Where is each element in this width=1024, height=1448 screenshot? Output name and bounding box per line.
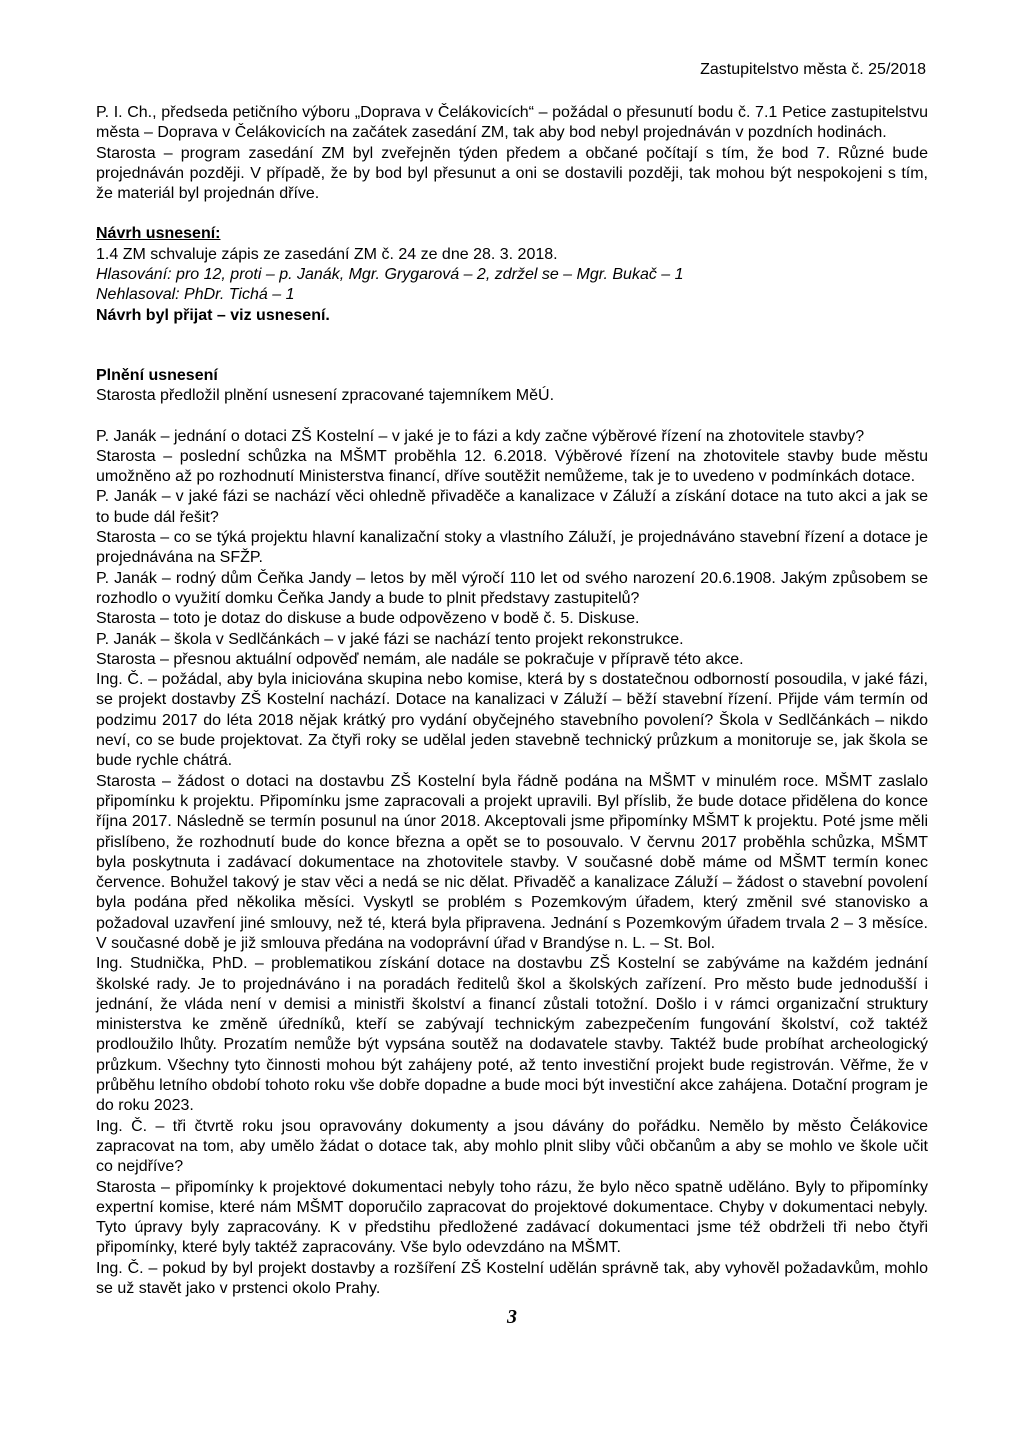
discussion-paragraph: Starosta – připomínky k projektové dokumentaci nebyly toho rázu, že bylo něco spatně uděláno. Byly to připomínky expertní komise, které nám MŠMT doporučilo zapracovat do projektové dokumentace. Chyby v dokumentaci nebyly. Tyto úpravy byly zapracovány. K v předstihu předložené zadávací dokumentaci jsme též obdrželi tři nebo čtyři připomínky, které byly taktéž zapracovány. Vše bylo odevzdáno na MŠMT. <box>96 1178 928 1257</box>
discussion-paragraph: Ing. Č. – pokud by byl projekt dostavby a rozšíření ZŠ Kostelní udělán správně tak, aby vyhověl požadavkům, mohlo se už stavět jako v prstenci okolo Prahy. <box>96 1259 928 1298</box>
page-header: Zastupitelstvo města č. 25/2018 <box>700 61 926 78</box>
discussion-paragraph: P. Janák – škola v Sedlčánkách – v jaké fázi se nachází tento projekt rekonstrukce. <box>96 630 684 648</box>
discussion-paragraph: P. Janák – jednání o dotaci ZŠ Kostelní – v jaké je to fázi a kdy začne výběrové řízení na zhotovitele stavby? <box>96 427 865 445</box>
resolution-heading: Návrh usnesení: <box>96 225 221 243</box>
vote-record: Hlasování: pro 12, proti – p. Janák, Mgr. Grygarová – 2, zdržel se – Mgr. Bukač – 1 <box>96 266 684 284</box>
discussion-paragraph: Starosta – žádost o dotaci na dostavbu ZŠ Kostelní byla řádně podána na MŠMT v minulém roce. MŠMT zaslalo připomínku k projektu. Připomínku jsme zapracovali a projekt upravili. Byl příslib, že bude dotace přidělena do konce října 2017. Následně se termín posunul na únor 2018. Akceptovali jsme připomínky MŠMT k projektu. Poté jsme měli přislíbeno, že rozhodnutí bude do konce března a opět se to posouvalo. V červnu 2017 proběhla schůzka, MŠMT byla poskytnuta i zadávací dokumentace na zhotovitele stavby. V současné době máme od MŠMT termín konec července. Bohužel takový je stav věci a nedá se nic dělat. Přivaděč a kanalizace Záluží – žádost o stavební povolení byla podána před několika měsíci. Vyskytl se problém s Pozemkovým úřadem, který změnil své stanovisko a požadoval uzavření jiné smlouvy, než té, která byla připravena. Jednání s Pozemkovým úřadem trvala 2 – 3 měsíce. V současné době je již smlouva předána na vodoprávní úřad v Brandýse n. L. – St. Bol. <box>96 772 928 952</box>
discussion-paragraph: P. Janák – v jaké fázi se nachází věci ohledně přivaděče a kanalizace v Záluží a získání dotace na tuto akci a jak se to bude dál řešit? <box>96 488 928 526</box>
discussion-paragraph: Ing. Č. – tři čtvrtě roku jsou opravovány dokumenty a jsou dávány do pořádku. Nemělo by město Čelákovice zapracovat na tom, aby umělo žádat o dotace tak, aby mohlo plnit sliby vůči občanům a aby se mohlo ve škole učit co nejdříve? <box>96 1117 928 1176</box>
document-body <box>96 103 928 1299</box>
discussion-paragraph: Ing. Studnička, PhD. – problematikou získání dotace na dostavbu ZŠ Kostelní se zabýváme na každém jednání školské rady. Je to projednáváno i na poradách ředitelů škol a školských zařízení. Pro město bude jednodušší i jednání, že vláda není v demisi a ministři školství a financí zůstali totožní. Došlo i v rámci organizační struktury ministerstva ke změně úředníků, kteří se zabývají technickým zabezpečením fungování školství, což taktéž prodloužilo lhůty. Prozatím nemůže být vypsána soutěž na dodavatele stavby. Taktéž bude probíhat archeologický průzkum. Všechny tyto činnosti mohou být zahájeny poté, až tento investiční projekt bude registrován. Věřme, že v průběhu letního období tohoto roku vše dobře dopadne a bude moci být investiční akce zahájena. Dotační program je do roku 2023. <box>96 955 928 1115</box>
discussion-paragraph: Starosta – poslední schůzka na MŠMT proběhla 12. 6.2018. Výběrové řízení na zhotovitele stavby bude městu umožněno až po rozhodnutí Ministerstva financí, dříve soutěžit nemůžeme, tak je to uvedeno v podmínkách dotace. <box>96 447 928 486</box>
intro-paragraph: Starosta – program zasedání ZM byl zveřejněn týden předem a občané počítají s tím, že bod 7. Různé bude projednáván později. V případě, že by bod byl přesunut a oni se dostavili později, tak mohou být nespokojeni s tím, že materiál byl projednán dříve. <box>96 144 928 203</box>
resolution-text: 1.4 ZM schvaluje zápis ze zasedání ZM č. 24 ze dne 28. 3. 2018. <box>96 245 558 263</box>
discussion-paragraph: Ing. Č. – požádal, aby byla iniciována skupina nebo komise, která by s dostatečnou odborností posoudila, v jaké fázi, se projekt dostavby ZŠ Kostelní nachází. Dotace na kanalizaci v Záluží – běží stavební řízení. Přijde vám termín od podzimu 2017 do léta 2018 nějak krátký pro vydání obyčejného stavebního povolení? Škola v Sedlčánkách – nikdo neví, co se bude projektovat. Za čtyři roky se udělal jeden stavebně technický průzkum a monitoruje se, jak škola se bude rychle chátrá. <box>96 671 928 770</box>
resolution-result: Návrh byl přijat – viz usnesení. <box>96 306 330 324</box>
vote-abstained: Nehlasoval: PhDr. Tichá – 1 <box>96 286 295 304</box>
discussion-paragraph: P. Janák – rodný dům Čeňka Jandy – letos by měl výročí 110 let od svého narození 20.6.1908. Jakým způsobem se rozhodlo o využití domku Čeňka Jandy a bude to plnit představy zastupitelů? <box>96 569 928 607</box>
page-number: 3 <box>507 1306 517 1328</box>
fulfilment-heading: Plnění usnesení <box>96 366 218 384</box>
discussion-paragraph: Starosta – toto je dotaz do diskuse a bude odpovězeno v bodě č. 5. Diskuse. <box>96 610 640 628</box>
fulfilment-text: Starosta předložil plnění usnesení zpracované tajemníkem MěÚ. <box>96 387 555 405</box>
discussion-paragraph: Starosta – co se týká projektu hlavní kanalizační stoky a vlastního Záluží, je projednáváno stavební řízení a dotace je projednávána na SFŽP. <box>96 529 928 567</box>
discussion-paragraph: Starosta – přesnou aktuální odpověď nemám, ale nadále se pokračuje v přípravě této akce. <box>96 650 744 668</box>
intro-paragraph: P. I. Ch., předseda petičního výboru „Doprava v Čelákovicích“ – požádal o přesunutí bodu č. 7.1 Petice zastupitelstvu města – Doprava v Čelákovicích na začátek zasedání ZM, tak aby bod nebyl projednáván v pozdních hodinách. <box>96 104 928 142</box>
